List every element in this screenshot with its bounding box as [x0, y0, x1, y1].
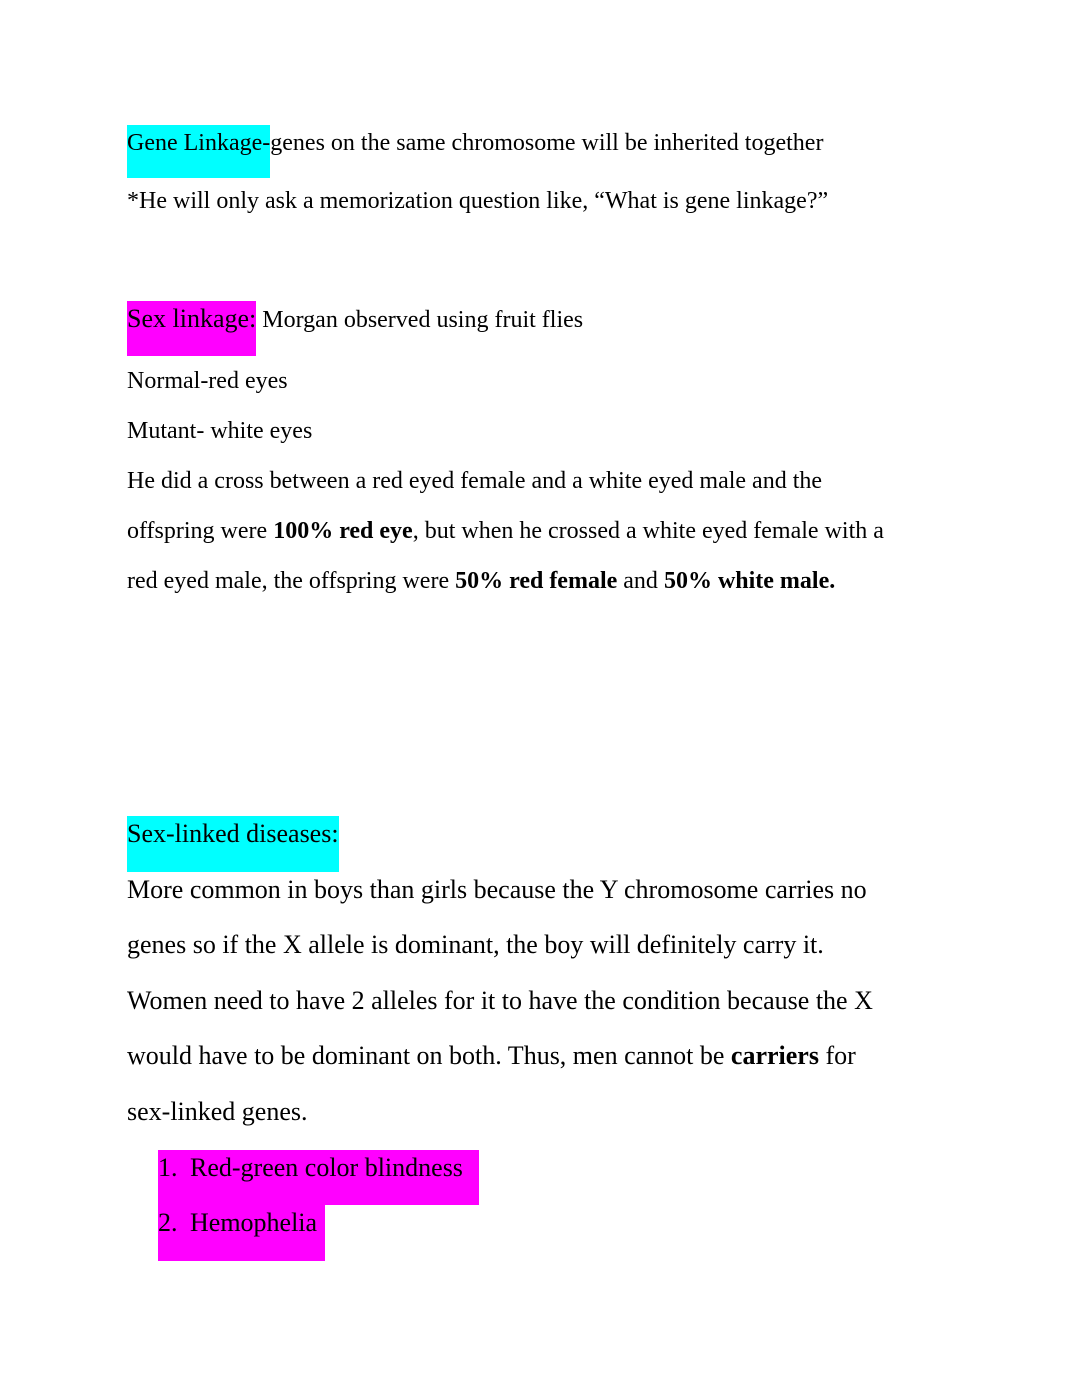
cross-line-3: [127, 563, 835, 599]
bold-text: 100% red eye: [273, 518, 413, 544]
normal-eyes: Normal-red eyes: [127, 368, 288, 394]
sex-linkage-term: Sex linkage:: [127, 301, 256, 356]
gene-linkage-definition: genes on the same chromosome will be inherited together: [270, 130, 824, 156]
sex-linked-diseases-heading: [127, 816, 339, 872]
list-number: 2.: [158, 1208, 178, 1237]
diseases-line-3: Women need to have 2 alleles for it to have the condition because the X: [127, 986, 873, 1015]
diseases-line-1: More common in boys than girls because the Y chromosome carries no: [127, 875, 867, 904]
text: red eyed male, the offspring were: [127, 568, 456, 594]
gene-linkage-note: *He will only ask a memorization question like, “What is gene linkage?”: [127, 188, 829, 214]
mutant-eyes: Mutant- white eyes: [127, 418, 313, 444]
list-item: [158, 1150, 479, 1205]
text: for: [818, 1041, 856, 1070]
gene-linkage-line: [127, 125, 823, 178]
text: , but when he crossed a white eyed female with a: [412, 518, 884, 544]
bold-text: 50% red female: [455, 568, 618, 594]
bold-text: carriers: [730, 1041, 819, 1070]
gene-linkage-term: Gene Linkage-: [127, 125, 270, 178]
diseases-line-4: [127, 1038, 856, 1074]
text: and: [617, 568, 664, 594]
sex-linkage-intro: Morgan observed using fruit flies: [256, 307, 584, 333]
text: offspring were: [127, 518, 274, 544]
cross-line-1: He did a cross between a red eyed female and a white eyed male and the: [127, 468, 823, 494]
text: would have to be dominant on both. Thus, men cannot be: [127, 1041, 731, 1070]
list-number: 1.: [158, 1153, 178, 1182]
list-item: [158, 1205, 325, 1261]
cross-line-2: [127, 513, 884, 549]
list-text: Red-green color blindness: [190, 1153, 463, 1182]
sex-linked-diseases-term: Sex-linked diseases:: [127, 816, 339, 872]
diseases-line-2: genes so if the X allele is dominant, the boy will definitely carry it.: [127, 930, 824, 959]
diseases-line-5: sex-linked genes.: [127, 1097, 308, 1126]
list-text: Hemophelia: [190, 1208, 318, 1237]
bold-text: 50% white male.: [663, 568, 836, 594]
sex-linkage-line: [127, 301, 583, 356]
